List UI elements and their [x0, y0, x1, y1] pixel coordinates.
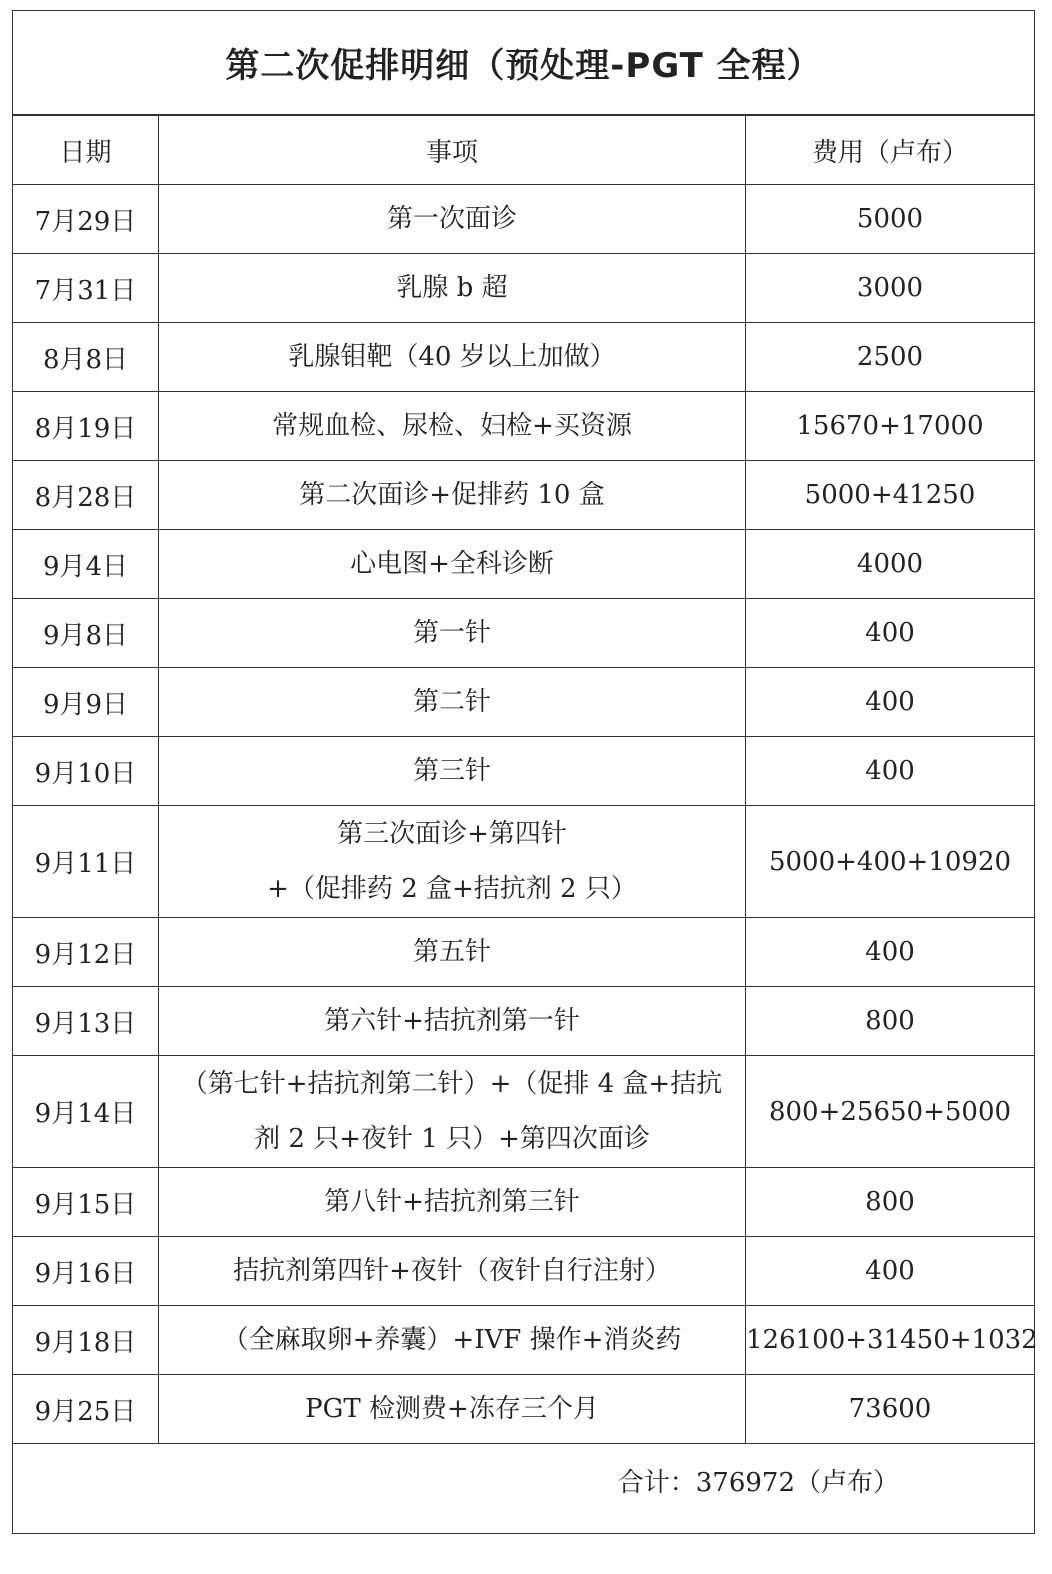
- date-cell: 9月4日: [13, 530, 159, 599]
- cost-cell: 400: [746, 918, 1035, 987]
- header-date: 日期: [13, 116, 159, 185]
- cost-cell: 400: [746, 668, 1035, 737]
- item-line: 乳腺 b 超: [396, 272, 508, 303]
- date-cell: 9月16日: [13, 1237, 159, 1306]
- table-row: [13, 1168, 1034, 1237]
- cost-cell: 400: [746, 737, 1035, 806]
- item-line: 心电图+全科诊断: [350, 548, 554, 579]
- item-line: 第六针+拮抗剂第一针: [324, 1005, 580, 1036]
- table-row: [13, 737, 1034, 806]
- item-line: （全麻取卵+养囊）+IVF 操作+消炎药: [222, 1324, 682, 1355]
- item-cell: [159, 668, 746, 737]
- document-table: [12, 10, 1038, 1534]
- cost-cell: 126100+31450+1032: [746, 1306, 1035, 1375]
- item-cell: [159, 1056, 746, 1168]
- header-item: 事项: [159, 116, 746, 185]
- cost-cell: 15670+17000: [746, 392, 1035, 461]
- item-line: 剂 2 只+夜针 1 只）+第四次面诊: [254, 1123, 650, 1154]
- date-cell: 9月11日: [13, 806, 159, 918]
- cost-cell: 3000: [746, 254, 1035, 323]
- cost-cell: 400: [746, 599, 1035, 668]
- date-cell: 7月31日: [13, 254, 159, 323]
- date-cell: 9月15日: [13, 1168, 159, 1237]
- total-row: [13, 1444, 1034, 1574]
- item-cell: [159, 392, 746, 461]
- item-cell: [159, 1237, 746, 1306]
- item-line: 第五针: [412, 936, 491, 967]
- table-row: [13, 254, 1034, 323]
- date-cell: 9月18日: [13, 1306, 159, 1375]
- table-row: [13, 392, 1034, 461]
- date-cell: 8月8日: [13, 323, 159, 392]
- item-line: 乳腺钼靶（40 岁以上加做）: [288, 341, 616, 372]
- table-row: [13, 1237, 1034, 1306]
- date-cell: 9月12日: [13, 918, 159, 987]
- item-line: 拮抗剂第四针+夜针（夜针自行注射）: [233, 1255, 671, 1286]
- cost-cell: 800: [746, 987, 1035, 1056]
- table-row: [13, 987, 1034, 1056]
- table-row: [13, 668, 1034, 737]
- item-cell: [159, 599, 746, 668]
- date-cell: 9月10日: [13, 737, 159, 806]
- cost-cell: 400: [746, 1237, 1035, 1306]
- table-row: [13, 461, 1034, 530]
- item-line: PGT 检测费+冻存三个月: [305, 1393, 599, 1424]
- page-title: 第二次促排明细（预处理-PGT 全程）: [13, 11, 1034, 115]
- table-row: [13, 599, 1034, 668]
- date-cell: 9月25日: [13, 1375, 159, 1444]
- item-line: 第三针: [412, 755, 491, 786]
- item-cell: [159, 1306, 746, 1375]
- item-line: 第一次面诊: [386, 203, 517, 234]
- item-cell: [159, 918, 746, 987]
- table-row: [13, 1056, 1034, 1168]
- date-cell: 9月8日: [13, 599, 159, 668]
- cost-cell: 800: [746, 1168, 1035, 1237]
- item-cell: [159, 323, 746, 392]
- item-line: 第八针+拮抗剂第三针: [324, 1186, 580, 1217]
- item-line: 第二针: [412, 686, 491, 717]
- cost-cell: 5000: [746, 185, 1035, 254]
- table-row: [13, 806, 1034, 918]
- item-line: 第二次面诊+促排药 10 盒: [299, 479, 605, 510]
- cost-cell: 4000: [746, 530, 1035, 599]
- item-cell: [159, 185, 746, 254]
- total-amount: 合计：376972（卢布）: [617, 1468, 899, 1498]
- table-row: [13, 530, 1034, 599]
- item-cell: [159, 530, 746, 599]
- header-cost: 费用（卢布）: [746, 116, 1035, 185]
- item-cell: [159, 1375, 746, 1444]
- item-line: +（促排药 2 盒+拮抗剂 2 只）: [267, 873, 637, 904]
- cost-cell: 5000+400+10920: [746, 806, 1035, 918]
- date-cell: 8月28日: [13, 461, 159, 530]
- item-cell: [159, 461, 746, 530]
- item-cell: [159, 737, 746, 806]
- cost-cell: 800+25650+5000: [746, 1056, 1035, 1168]
- item-cell: [159, 254, 746, 323]
- table-row: [13, 323, 1034, 392]
- item-cell: [159, 806, 746, 918]
- item-line: 第一针: [412, 617, 491, 648]
- date-cell: 8月19日: [13, 392, 159, 461]
- date-cell: 9月9日: [13, 668, 159, 737]
- table-row: [13, 185, 1034, 254]
- cost-cell: 73600: [746, 1375, 1035, 1444]
- item-line: 常规血检、尿检、妇检+买资源: [272, 410, 632, 441]
- date-cell: 9月14日: [13, 1056, 159, 1168]
- expense-table: [13, 115, 1038, 1444]
- date-cell: 9月13日: [13, 987, 159, 1056]
- item-cell: [159, 1168, 746, 1237]
- table-row: [13, 918, 1034, 987]
- item-line: （第七针+拮抗剂第二针）+（促排 4 盒+拮抗: [181, 1068, 723, 1099]
- date-cell: 7月29日: [13, 185, 159, 254]
- cost-cell: 5000+41250: [746, 461, 1035, 530]
- table-row: [13, 1375, 1034, 1444]
- table-row: [13, 1306, 1034, 1375]
- cost-cell: 2500: [746, 323, 1035, 392]
- item-line: 第三次面诊+第四针: [337, 818, 567, 849]
- item-cell: [159, 987, 746, 1056]
